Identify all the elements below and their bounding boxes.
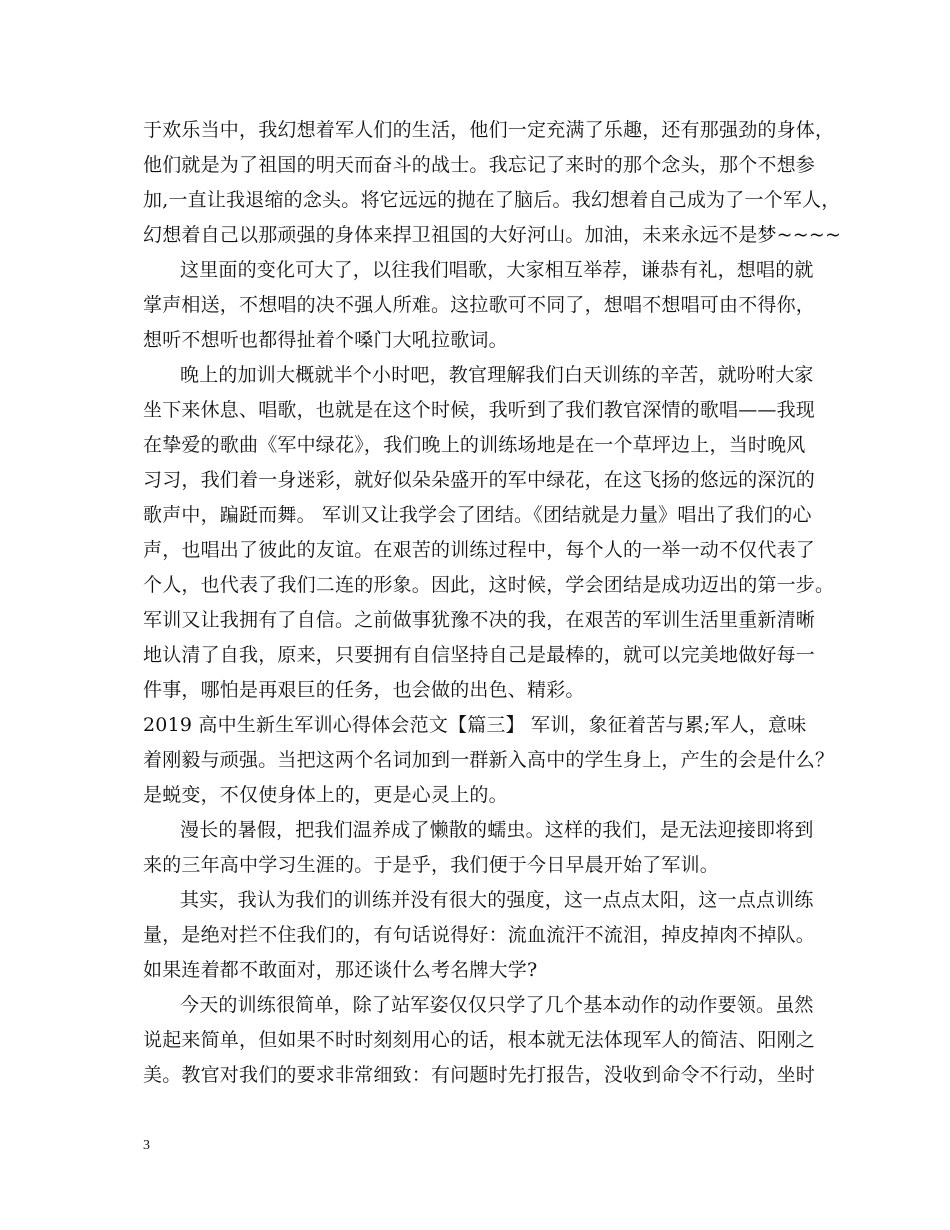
text-line: 来的三年高中学习生涯的。于是乎，我们便于今日早晨开始了军训。 [143,854,720,876]
text-line: 这里面的变化可大了，以往我们唱歌，大家相互举荐，谦恭有礼，想唱的就 [180,259,814,281]
text-line: 量，是绝对拦不住我们的，有句话说得好：流血流汗不流泪，掉皮掉肉不掉队。 [143,924,816,946]
text-line: 歌声中，蹁跹而舞。 军训又让我学会了团结。《团结就是力量》唱出了我们的心 [143,504,812,526]
text-line: 着刚毅与顽强。当把这两个名词加到一群新入高中的学生身上，产生的会是什么？ [143,749,835,771]
text-line: 习习，我们着一身迷彩，就好似朵朵盛开的军中绿花，在这飞扬的悠远的深沉的 [143,469,816,491]
text-line: 今天的训练很简单，除了站军姿仅仅只学了几个基本动作的动作要领。虽然 [180,994,814,1016]
text-line: 声，也唱出了彼此的友谊。在艰苦的训练过程中，每个人的一举一动不仅代表了 [143,539,816,561]
text-line: 其实，我认为我们的训练并没有很大的强度，这一点点太阳，这一点点训练 [180,889,814,911]
text-line: 于欢乐当中，我幻想着军人们的生活，他们一定充满了乐趣，还有那强劲的身体， [143,119,835,141]
text-line: 是蜕变，不仅使身体上的，更是心灵上的。 [143,784,508,806]
text-line: 军训又让我拥有了自信。之前做事犹豫不决的我，在艰苦的军训生活里重新清晰 [143,609,816,631]
page-number: 3 [143,1138,150,1153]
text-line: 件事，哪怕是再艰巨的任务，也会做的出色、精彩。 [143,679,585,701]
text-line: 幻想着自己以那顽强的身体来捍卫祖国的大好河山。加油，未来永远不是梦~~~~ [143,224,842,246]
section-heading-line: 2019 高中生新生军训心得体会范文【篇三】 军训，象征着苦与累;军人，意味 [143,714,807,736]
text-line: 漫长的暑假，把我们温养成了懒散的蠕虫。这样的我们，是无法迎接即将到 [180,819,814,841]
text-line: 加,一直让我退缩的念头。将它远远的抛在了脑后。我幻想着自己成为了一个军人， [143,189,841,211]
text-line: 坐下来休息、唱歌，也就是在这个时候，我听到了我们教官深情的歌唱——我现 [143,399,816,421]
text-line: 个人，也代表了我们二连的形象。因此，这时候，学会团结是成功迈出的第一步。 [143,574,835,596]
text-line: 他们就是为了祖国的明天而奋斗的战士。我忘记了来时的那个念头，那个不想参 [143,154,816,176]
text-line: 掌声相送，不想唱的决不强人所难。这拉歌可不同了，想唱不想唱可由不得你， [143,294,816,316]
text-line: 想听不想听也都得扯着个嗓门大吼拉歌词。 [143,329,508,351]
text-line: 晚上的加训大概就半个小时吧，教官理解我们白天训练的辛苦，就吩咐大家 [180,364,814,386]
text-line: 美。教官对我们的要求非常细致：有问题时先打报告，没收到命令不行动，坐时 [143,1064,816,1086]
text-line: 说起来简单，但如果不时时刻刻用心的话，根本就无法体现军人的简洁、阳刚之 [143,1029,816,1051]
text-line: 地认清了自我，原来，只要拥有自信坚持自己是最棒的，就可以完美地做好每一 [143,644,816,666]
text-line: 如果连着都不敢面对，那还谈什么考名牌大学? [143,959,538,981]
text-line: 在挚爱的歌曲《军中绿花》，我们晚上的训练场地是在一个草坪边上，当时晚风 [143,434,806,456]
